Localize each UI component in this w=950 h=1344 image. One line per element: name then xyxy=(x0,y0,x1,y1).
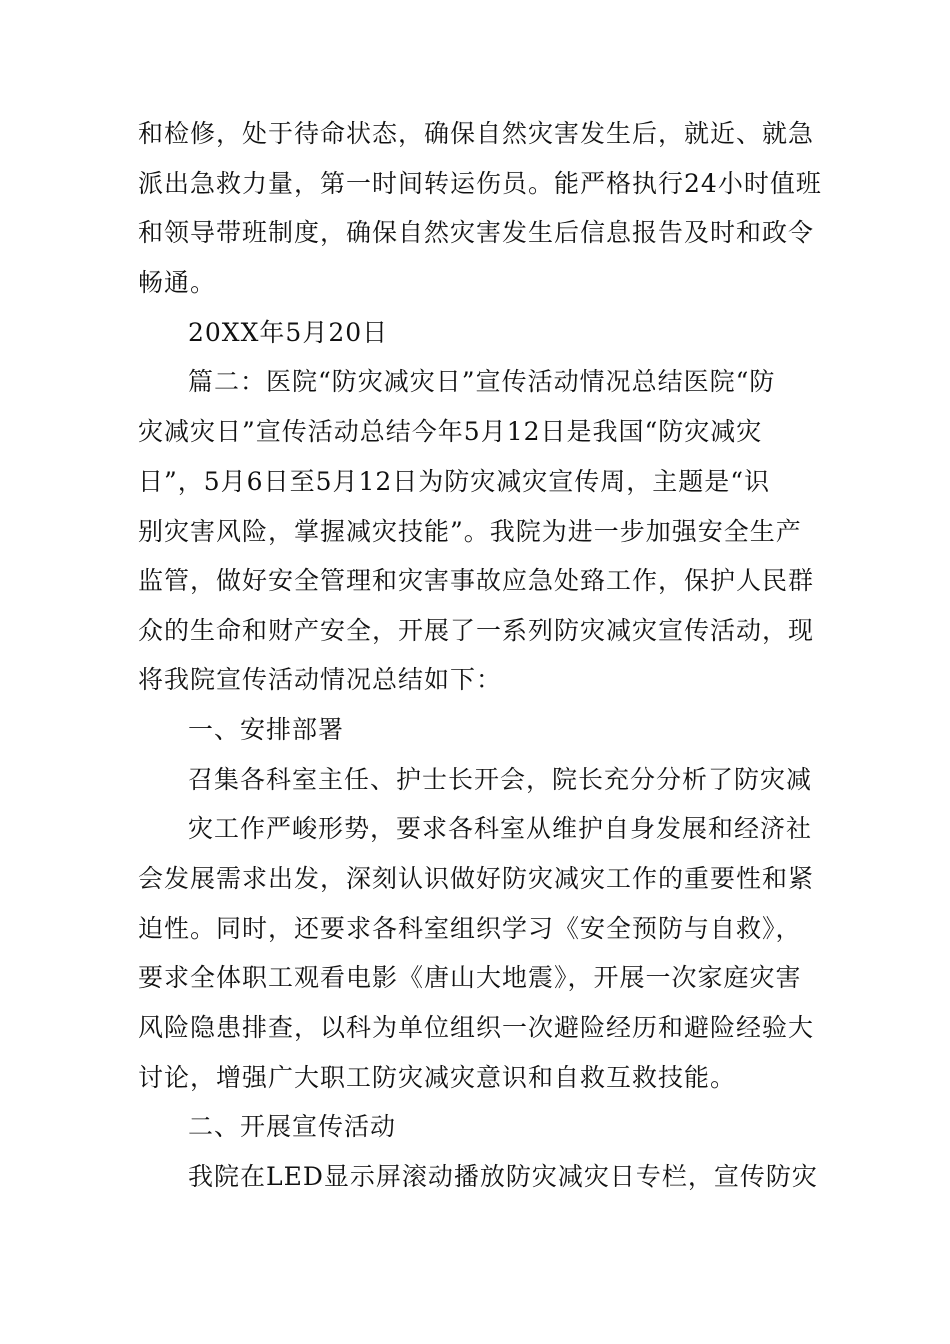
date-line: 20XX年5月20日 xyxy=(188,318,389,347)
text-line: 讨论，增强广大职工防灾减灾意识和自救互救技能。 xyxy=(138,1063,737,1092)
text-line: 别灾害风险，掌握减灾技能”。我院为进一步加强安全生产 xyxy=(138,517,802,546)
text-line: 迫性。同时，还要求各科室组织学习《安全预防与自救》， xyxy=(138,914,802,943)
text-line: 风险隐患排查，以科为单位组织一次避险经历和避险经验大 xyxy=(138,1013,815,1042)
section-title-line: 篇二：医院“防灾减灾日”宣传活动情况总结医院“防 xyxy=(188,367,776,396)
text-line: 我院在LED显示屏滚动播放防灾减灾日专栏，宣传防灾 xyxy=(188,1162,818,1191)
text-line: 派出急救力量，第一时间转运伤员。能严格执行24小时值班 xyxy=(138,169,822,198)
text-line: 日”，5月6日至5月12日为防灾减灾宣传周，主题是“识 xyxy=(138,467,771,496)
text-line: 会发展需求出发，深刻认识做好防灾减灾工作的重要性和紧 xyxy=(138,864,815,893)
text-line: 要求全体职工观看电影《唐山大地震》，开展一次家庭灾害 xyxy=(138,963,802,992)
text-line: 召集各科室主任、护士长开会，院长充分分析了防灾减 xyxy=(188,765,813,794)
heading-arrangement: 一、安排部署 xyxy=(188,715,345,744)
text-line: 灾减灾日”宣传活动总结今年5月12日是我国“防灾减灾 xyxy=(138,417,763,446)
heading-publicity: 二、开展宣传活动 xyxy=(188,1112,397,1141)
text-line: 畅通。 xyxy=(138,268,217,297)
text-line: 将我院宣传活动情况总结如下： xyxy=(138,665,503,694)
text-line: 监管，做好安全管理和灾害事故应急处臵工作，保护人民群 xyxy=(138,566,815,595)
text-line: 和领导带班制度，确保自然灾害发生后信息报告及时和政令 xyxy=(138,218,815,247)
text-line: 灾工作严峻形势，要求各科室从维护自身发展和经济社 xyxy=(188,814,813,843)
text-line: 和检修，处于待命状态，确保自然灾害发生后，就近、就急 xyxy=(138,119,815,148)
text-line: 众的生命和财产安全，开展了一系列防灾减灾宣传活动，现 xyxy=(138,616,815,645)
